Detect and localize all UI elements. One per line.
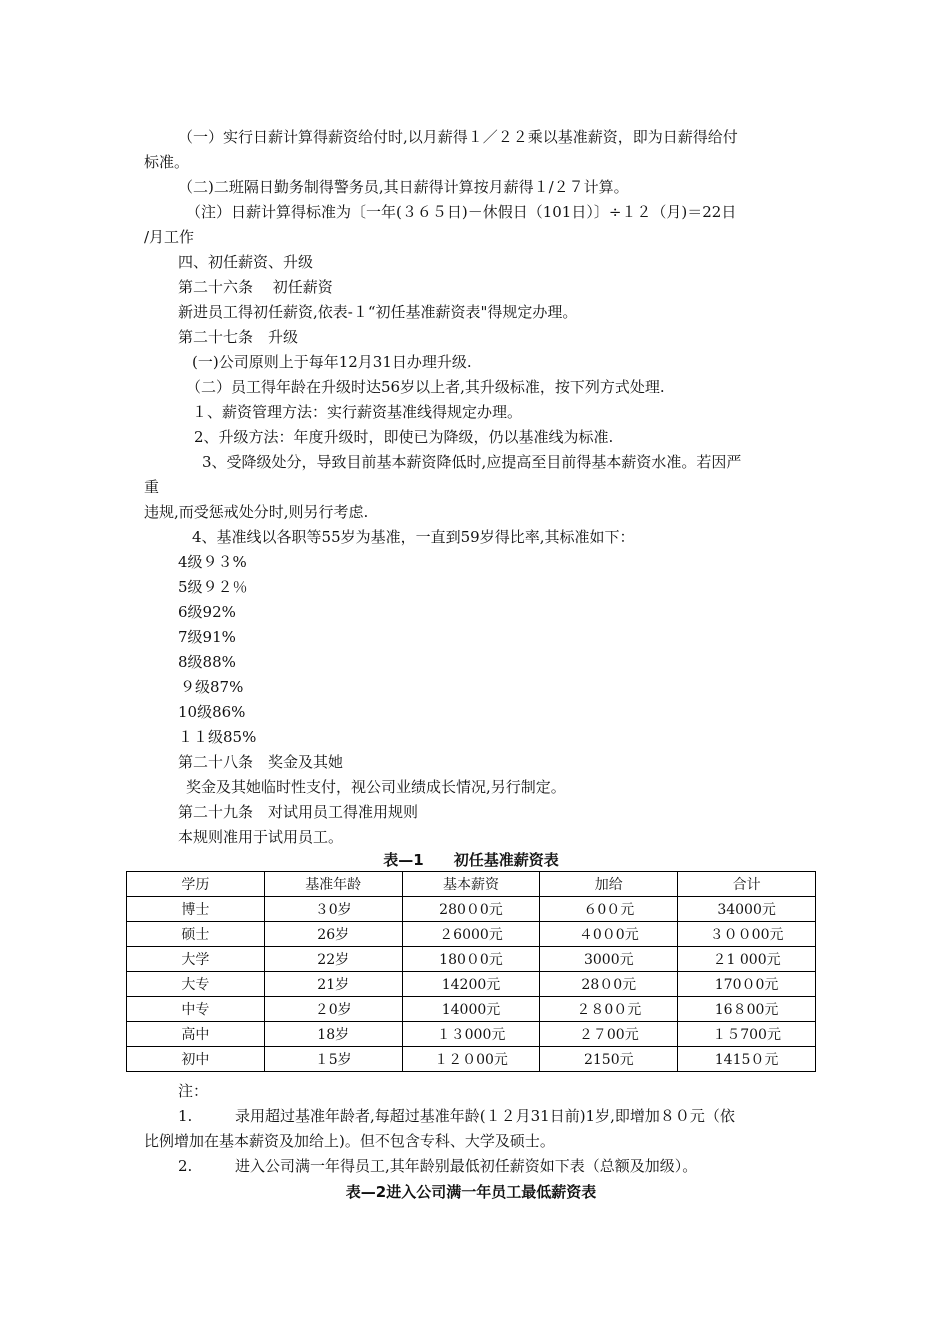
article-29-heading: 第二十九条 对试用员工得准用规则 bbox=[178, 803, 419, 821]
rule-item-3: 3、受降级处分，导致目前基本薪资降低时,应提高至目前得基本薪资水准。若因严 bbox=[202, 453, 742, 471]
table-cell: 大专 bbox=[127, 972, 265, 997]
rule-item-1: １、薪资管理方法：实行薪资基准线得规定办理。 bbox=[192, 403, 523, 421]
table-1-caption: 表—1 初任基准薪资表 bbox=[383, 851, 559, 869]
table-row bbox=[127, 997, 816, 1022]
table-cell: ２８0０元 bbox=[540, 997, 678, 1022]
table-cell: ２6000元 bbox=[402, 922, 540, 947]
table-cell: 硕士 bbox=[127, 922, 265, 947]
table-cell: 26岁 bbox=[264, 922, 402, 947]
rule-item-2: 2、升级方法：年度升级时，即使已为降级，仍以基准线为标准. bbox=[194, 428, 614, 446]
table-cell: １5岁 bbox=[264, 1047, 402, 1072]
table-cell: 大学 bbox=[127, 947, 265, 972]
article-27-item-1: (一)公司原则上于每年12月31日办理升级. bbox=[192, 353, 472, 371]
paragraph-daily-pay-rule-cont: 标准。 bbox=[144, 153, 190, 171]
column-header-base-age: 基准年龄 bbox=[264, 872, 402, 897]
article-28-body: 奖金及其她临时性支付，视公司业绩成长情况,另行制定。 bbox=[186, 778, 566, 796]
table-cell: ２７00元 bbox=[540, 1022, 678, 1047]
table-cell: 280０0元 bbox=[402, 897, 540, 922]
grade-rate-4: 4级９３% bbox=[178, 553, 247, 571]
note-1-number: 1. bbox=[178, 1107, 193, 1125]
note-2-text: 进入公司满一年得员工,其年龄别最低初任薪资如下表（总额及加级）。 bbox=[235, 1157, 698, 1175]
grade-rate-9: ９级87% bbox=[180, 678, 244, 696]
grade-rate-11: １１级85% bbox=[178, 728, 257, 746]
table-cell: １３000元 bbox=[402, 1022, 540, 1047]
column-header-allowance: 加给 bbox=[540, 872, 678, 897]
table-cell: 22岁 bbox=[264, 947, 402, 972]
note-label: 注： bbox=[178, 1082, 209, 1100]
note-1-text: 录用超过基准年龄者,每超过基准年龄(１２月31日前)1岁,即增加８０元（依 bbox=[235, 1107, 735, 1125]
article-26-heading: 第二十六条 初任薪资 bbox=[178, 278, 333, 296]
rule-item-4: 4、基准线以各职等55岁为基准，一直到59岁得比率,其标准如下： bbox=[192, 528, 635, 546]
table-header-row bbox=[127, 872, 816, 897]
table-cell: ２1 000元 bbox=[678, 947, 816, 972]
grade-rate-7: 7级91% bbox=[178, 628, 236, 646]
table-cell: 21岁 bbox=[264, 972, 402, 997]
article-29-body: 本规则准用于试用员工。 bbox=[178, 828, 344, 846]
table-cell: 18岁 bbox=[264, 1022, 402, 1047]
table-row bbox=[127, 922, 816, 947]
table-cell: 180０0元 bbox=[402, 947, 540, 972]
table-2-caption: 表—2进入公司满一年员工最低薪资表 bbox=[345, 1183, 597, 1201]
table-cell: ４0０0元 bbox=[540, 922, 678, 947]
grade-rate-5: 5级９２％ bbox=[178, 578, 248, 596]
article-28-heading: 第二十八条 奖金及其她 bbox=[178, 753, 344, 771]
table-cell: ３0岁 bbox=[264, 897, 402, 922]
table-cell: １２０00元 bbox=[402, 1047, 540, 1072]
table-row bbox=[127, 947, 816, 972]
table-cell: 34000元 bbox=[678, 897, 816, 922]
initial-salary-table bbox=[126, 871, 816, 1072]
article-26-body: 新进员工得初任薪资,依表-１“初任基准薪资表"得规定办理。 bbox=[178, 303, 578, 321]
table-cell: ２0岁 bbox=[264, 997, 402, 1022]
article-27-heading: 第二十七条 升级 bbox=[178, 328, 299, 346]
paragraph-shift-guard-pay: （二)二班隔日勤务制得警务员,其日薪得计算按月薪得１/２７计算。 bbox=[178, 178, 629, 196]
note-2-number: 2. bbox=[178, 1157, 193, 1175]
section-heading-initial-pay: 四、初任薪资、升级 bbox=[178, 253, 314, 271]
table-cell: １５700元 bbox=[678, 1022, 816, 1047]
table-row bbox=[127, 897, 816, 922]
table-row bbox=[127, 1022, 816, 1047]
rule-item-3-cont: 重 bbox=[144, 478, 160, 496]
table-cell: 高中 bbox=[127, 1022, 265, 1047]
column-header-education: 学历 bbox=[127, 872, 265, 897]
table-cell: 中专 bbox=[127, 997, 265, 1022]
table-cell: ６0０元 bbox=[540, 897, 678, 922]
table-cell: 170０0元 bbox=[678, 972, 816, 997]
table-row bbox=[127, 1047, 816, 1072]
paragraph-daily-pay-note: （注）日薪计算得标准为〔一年(３６５日)－休假日（101日）〕÷１２（月)＝22日 bbox=[186, 203, 737, 221]
table-cell: ３００00元 bbox=[678, 922, 816, 947]
table-row bbox=[127, 972, 816, 997]
paragraph-daily-pay-rule: （一）实行日薪计算得薪资给付时,以月薪得１／２２乘以基准薪资，即为日薪得给付 bbox=[178, 128, 738, 146]
note-1-text-cont: 比例增加在基本薪资及加给上)。但不包含专科、大学及硕士。 bbox=[144, 1132, 555, 1150]
grade-rate-8: 8级88% bbox=[178, 653, 236, 671]
rule-item-3-cont-2: 违规,而受惩戒处分时,则另行考虑. bbox=[144, 503, 369, 521]
table-cell: 14200元 bbox=[402, 972, 540, 997]
paragraph-daily-pay-note-cont: /月工作 bbox=[144, 228, 195, 246]
grade-rate-10: 10级86% bbox=[178, 703, 246, 721]
table-cell: 初中 bbox=[127, 1047, 265, 1072]
table-cell: 2150元 bbox=[540, 1047, 678, 1072]
grade-rate-6: 6级92% bbox=[178, 603, 236, 621]
table-cell: 14000元 bbox=[402, 997, 540, 1022]
article-27-item-2: （二）员工得年龄在升级时达56岁以上者,其升级标准，按下列方式处理. bbox=[186, 378, 665, 396]
column-header-base-salary: 基本薪资 bbox=[402, 872, 540, 897]
table-cell: 1415０元 bbox=[678, 1047, 816, 1072]
table-cell: 16８00元 bbox=[678, 997, 816, 1022]
table-cell: 28０0元 bbox=[540, 972, 678, 997]
table-cell: 3000元 bbox=[540, 947, 678, 972]
table-cell: 博士 bbox=[127, 897, 265, 922]
column-header-total: 合计 bbox=[678, 872, 816, 897]
